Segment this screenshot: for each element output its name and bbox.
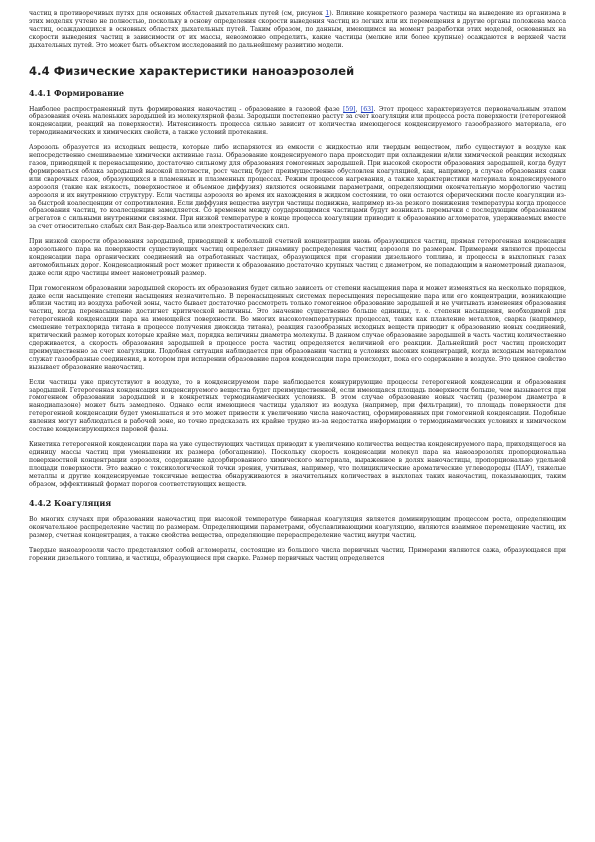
figure-reference-link[interactable]: 1 [325,10,330,17]
citation-link[interactable]: [63] [360,105,374,113]
paragraph: При гомогенном образовании зародышей скорость их образования будет сильно зависеть от степени насыщения пара и может изменяться на несколько порядков, даже если насыщение степени насыщения незначительно. В перенасыщенных системах пересыщения пересыщение пара или его концентрации, возникающие вблизи частиц из воздуха рабочей зоны, часто бывает достаточно рассмотреть только гомогенное образование зародышей и не учитывать изменения образования частиц, когда перенасыщение достигнет критической величины. Это значение существенно больше единицы, т. е. степени насыщения, необходимой для гетерогенной конденсации пара на имеющейся поверхности. Во многих высокотемпературных процессах, таких как плавление металлов, сварка (например, смешение тетрахлорида титана в процессе получения диоксида титана), реакция газообразных исходных веществ приводит к образованию новых соединений, критический размер которых которые крайне мал, порядка величины диаметра молекулы. В данном случае образование зародышей в часть частиц количественно сдерживается, а скорость образования зародышей в процессе роста частиц определяется величиной его реакции. Дальнейший рост частиц происходит преимущественно за счет коагуляции. Подобная ситуация наблюдается при образовании частиц в условиях высоких концентраций, когда исходным материалом служат газообразные соединения, в котором при испарении образование паров конденсации пара происходит, пока его содержание в воздухе. Это ценное свойство вызывает образование наночастиц. [29,284,566,371]
paragraph: Наиболее распространенный путь формирования наночастиц - образование в газовой фазе [59], [63]. Этот процесс характеризуется первоначальным этапом образования очень маленьких зародышей из молекулярной фазы. Зародыши постепенно растут за счет коагуляции или процесса роста поверхности (гетерогенной конденсации, реакций на поверхности). Интенсивность процесса сильно зависит от количества имеющегося конденсируемого газообразного материала, его термодинамических и химических свойств, а также условий протекания. [29,105,567,137]
subsection-heading: 4.4.2 Коагуляция [29,498,112,509]
subsection-heading: 4.4.1 Формирование [29,87,125,98]
paragraph: Аэрозоль образуется из исходных веществ, которые либо испаряются из емкости с жидкостью или твердым веществом, либо существуют в воздухе как непосредственно смешиваемые химически активные газы. Образование конденсируемого пара происходит при охлаждении и/или химической реакции исходных газов, приводящей к перенасыщению, достаточно сильному для образования гомогенных зародышей. При высокой скорости образования зародышей, когда будут формироваться облака зародышей высокой плотности, рост частиц будет преимущественно обусловлен коагуляцией, как, например, в случае образования сажи или сварочных газов, образующихся в пламенных и плазменных процессах. Режим процессов нагревания, а также характеристики материала конденсируемого аэрозоля (такие как вязкость, поверхностное и объемное диффузия) являются основными параметрами, определяющими окончательную морфологию частиц аэрозоля и их внутреннюю структуру. Если частицы аэрозоля во время их нахождения в жидком состоянии, то они остаются сферическими после коагуляции из-за быстрой коалесценции от сопротивления. Если диффузия вещества внутри частицы подвижна, например из-за резкого понижения температуры когда процессе образования частиц, то коалесценция замедляется. Со временем между соударяющимися частицами будут возникать перемычки с последующим образованием агрегатов с сильными внутренними связями. При низкой температуре в конце процесса коагуляции приводит к образованию агломератов, удерживаемых вместе за счет относительно слабых сил Ван-дер-Ваальса или электростатических сил. [29,144,566,231]
paragraph: Во многих случаях при образовании наночастиц при высокой температуре бинарная коагуляция является доминирующим процессом роста, определяющим окончательное распределение частиц по размерам. Определяющими параметрами, обуславливающими коагуляцию, являются взаимное перемещение частиц, их размер, счетная концентрация, а также свойства вещества, определяющие перераспределение частиц внутри частиц. [29,516,566,540]
paragraph: Если частицы уже присутствуют в воздухе, то в конденсируемом паре наблюдается конкурирующие процессы гетерогенной конденсации и образования зародышей. Гетерогенная конденсация конденсируемого вещества будет преимущественной, если имеющаяся площадь поверхности больше, чем вызывается при гомогенном образовании зародышей и в конкретных термодинамических условиях. В этом случае образование новых частиц (размером диаметра в нанодиапазоне) может быть замедлено. Однако если имеющиеся частицы удаляют из воздуха (например, при фильтрации), то площадь поверхности для гетерогенной конденсации будет уменьшаться и это может привести к увеличению числа наночастиц, сформированных при гомогенной конденсации. Подобные явления могут наблюдаться в рабочей зоне, но точно предсказать их крайне трудно из-за недостатка информации о термодинамических условиях и химическом составе конденсирующихся паровой фазы. [29,378,566,434]
document-page [29,10,566,563]
section-heading: 4.4 Физические характеристики наноаэрозолей [29,63,355,78]
paragraph: частиц в противоречивых путях для основных областей дыхательных путей (см, рисунок 1). Влияние конкретного размера частицы на выведение из организма в этих моделях учтено не полностью, поскольку в основу определения скорости выведения частиц из легких или их перемещения в другие органы положена масса частиц, осаждающихся в основных областях дыхательных путей. Таким образом, по данным, имеющимся на момент разработки этих моделей, основанных на скорости выведения частиц в зависимости от их массы, невозможно определить, какие частицы (мелкие или более крупные) осаждаются в верхней части дыхательных путей. Это может быть объектом исследований по дальнейшему развитию модели. [29,10,566,49]
citation-link[interactable]: [59] [343,105,356,113]
paragraph: Кинетика гетерогенной конденсации пара на уже существующих частицах приводит к увеличению количества вещества конденсируемого пара, приходящегося на единицу массы частиц при уменьшении их размера (обогащению). Поскольку скорость конденсации молекул пара на наноаэрозолях пропорциональна поверхностной концентрации аэрозоля, содержание адсорбированного химического материала, выраженное в долях наночастицы, пропорционально удельной площади поверхности. Это важно с токсикологической точки зрения, учитывая, например, что полициклические ароматические углеводороды (ПАУ), тяжелые металлы и другие конденсируемые токсичные вещества обнаруживаются в значительных количествах в выхлопах таких наночастиц, показывающих, таким образом, эффективный формат порогов соответствующих веществ. [29,440,566,488]
paragraph: При низкой скорости образования зародышей, приводящей к небольшой счетной концентрации вновь образующихся частиц, прямая гетерогенная конденсация аэрозольного пара на поверхности существующих частиц определяет динамику распределения частиц аэрозоля по размерам. Примерами являются процессы конденсации пара органических соединений на отработанных частицах, образующихся при сгорании дизельного топлива, и процессы в выхлопных газах автомобильных дорог. Конденсационный рост может привести к образованию достаточно крупных частиц с диаметром, не попадающим в нанометровый диапазон, даже если ядро частицы имеет нанометровый размер. [29,238,566,277]
paragraph: Твердые наноаэрозоли часто представляют собой агломераты, состоящие из большого числа первичных частиц. Примерами являются сажа, образующаяся при горении дизельного топлива, и частицы, образующиеся при сварке. Размер первичных частиц определяется [29,547,566,563]
